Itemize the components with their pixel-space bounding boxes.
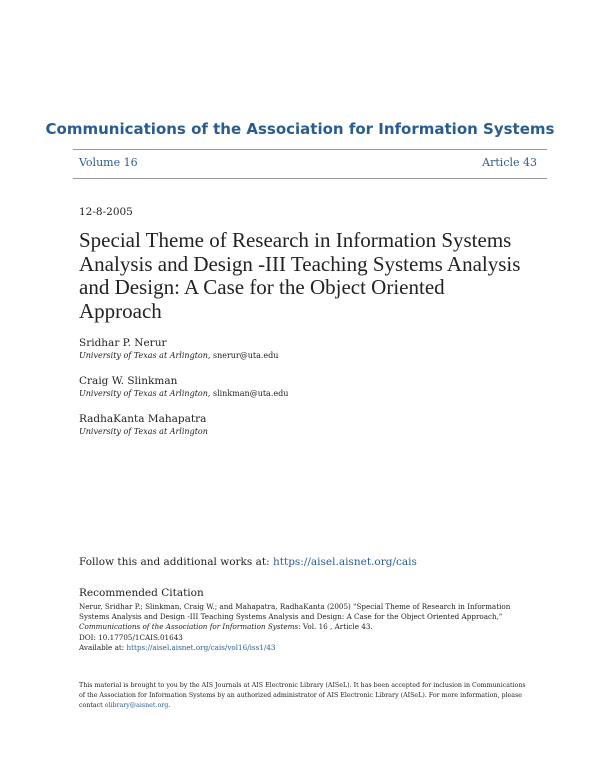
header-divider-top bbox=[73, 149, 547, 150]
journal-title[interactable]: Communications of the Association for Information Systems bbox=[45, 120, 555, 138]
contact-email-link[interactable]: elibrary@aisnet.org bbox=[104, 702, 169, 709]
author-institution: University of Texas at Arlington bbox=[79, 389, 208, 398]
article-link[interactable]: Article 43 bbox=[482, 156, 537, 169]
follow-line bbox=[79, 556, 417, 568]
citation-volume: : Vol. 16 , Article 43. bbox=[298, 622, 373, 632]
article-url-link[interactable]: https://aisel.aisnet.org/cais/vol16/iss1/43 bbox=[126, 642, 276, 652]
citation-doi: DOI: 10.17705/1CAIS.01643 bbox=[79, 632, 183, 642]
available-label: Available at: bbox=[79, 642, 127, 652]
citation-block bbox=[79, 602, 529, 653]
author-affiliation bbox=[79, 350, 539, 361]
disclaimer-text: This material is brought to you by the AIS Journals at AIS Electronic Library (AISeL). It has been accepted for inclusion in Communications of the Association for Information Systems by an authorized administrator of AIS Electronic Library (AISeL). For more information, please contact bbox=[79, 682, 526, 709]
author-institution: University of Texas at Arlington bbox=[79, 427, 208, 436]
header-divider-bottom bbox=[73, 178, 547, 179]
author-name[interactable]: Craig W. Slinkman bbox=[79, 375, 178, 387]
author-institution: University of Texas at Arlington bbox=[79, 351, 208, 360]
author-affiliation bbox=[79, 426, 539, 437]
paper-title: Special Theme of Research in Information Systems Analysis and Design -III Teaching Systems Analysis and Design: A Case for the Object Oriented Approach bbox=[79, 228, 521, 323]
disclaimer-end: . bbox=[168, 702, 171, 709]
publication-date: 12-8-2005 bbox=[79, 206, 133, 218]
collection-link[interactable]: https://aisel.aisnet.org/cais bbox=[273, 556, 417, 568]
follow-text: Follow this and additional works at: bbox=[79, 556, 273, 568]
author-entry bbox=[79, 337, 539, 361]
author-email[interactable]: , snerur@uta.edu bbox=[207, 351, 279, 360]
recommended-citation-heading: Recommended Citation bbox=[79, 587, 204, 599]
author-list bbox=[79, 337, 539, 451]
author-name[interactable]: RadhaKanta Mahapatra bbox=[79, 413, 207, 425]
citation-text: Nerur, Sridhar P.; Slinkman, Craig W.; and Mahapatra, RadhaKanta (2005) "Special Theme of Research in Information Systems Analysis and Design -III Teaching Systems Analysis and Design: A Case for the Object Oriented Approach," bbox=[79, 602, 511, 622]
volume-link[interactable]: Volume 16 bbox=[79, 156, 138, 169]
author-affiliation bbox=[79, 388, 539, 399]
citation-journal: Communications of the Association for Information Systems bbox=[79, 622, 299, 632]
author-email[interactable]: , slinkman@uta.edu bbox=[207, 389, 289, 398]
author-name[interactable]: Sridhar P. Nerur bbox=[79, 337, 167, 349]
author-entry bbox=[79, 413, 539, 437]
author-entry bbox=[79, 375, 539, 399]
disclaimer bbox=[79, 681, 529, 711]
